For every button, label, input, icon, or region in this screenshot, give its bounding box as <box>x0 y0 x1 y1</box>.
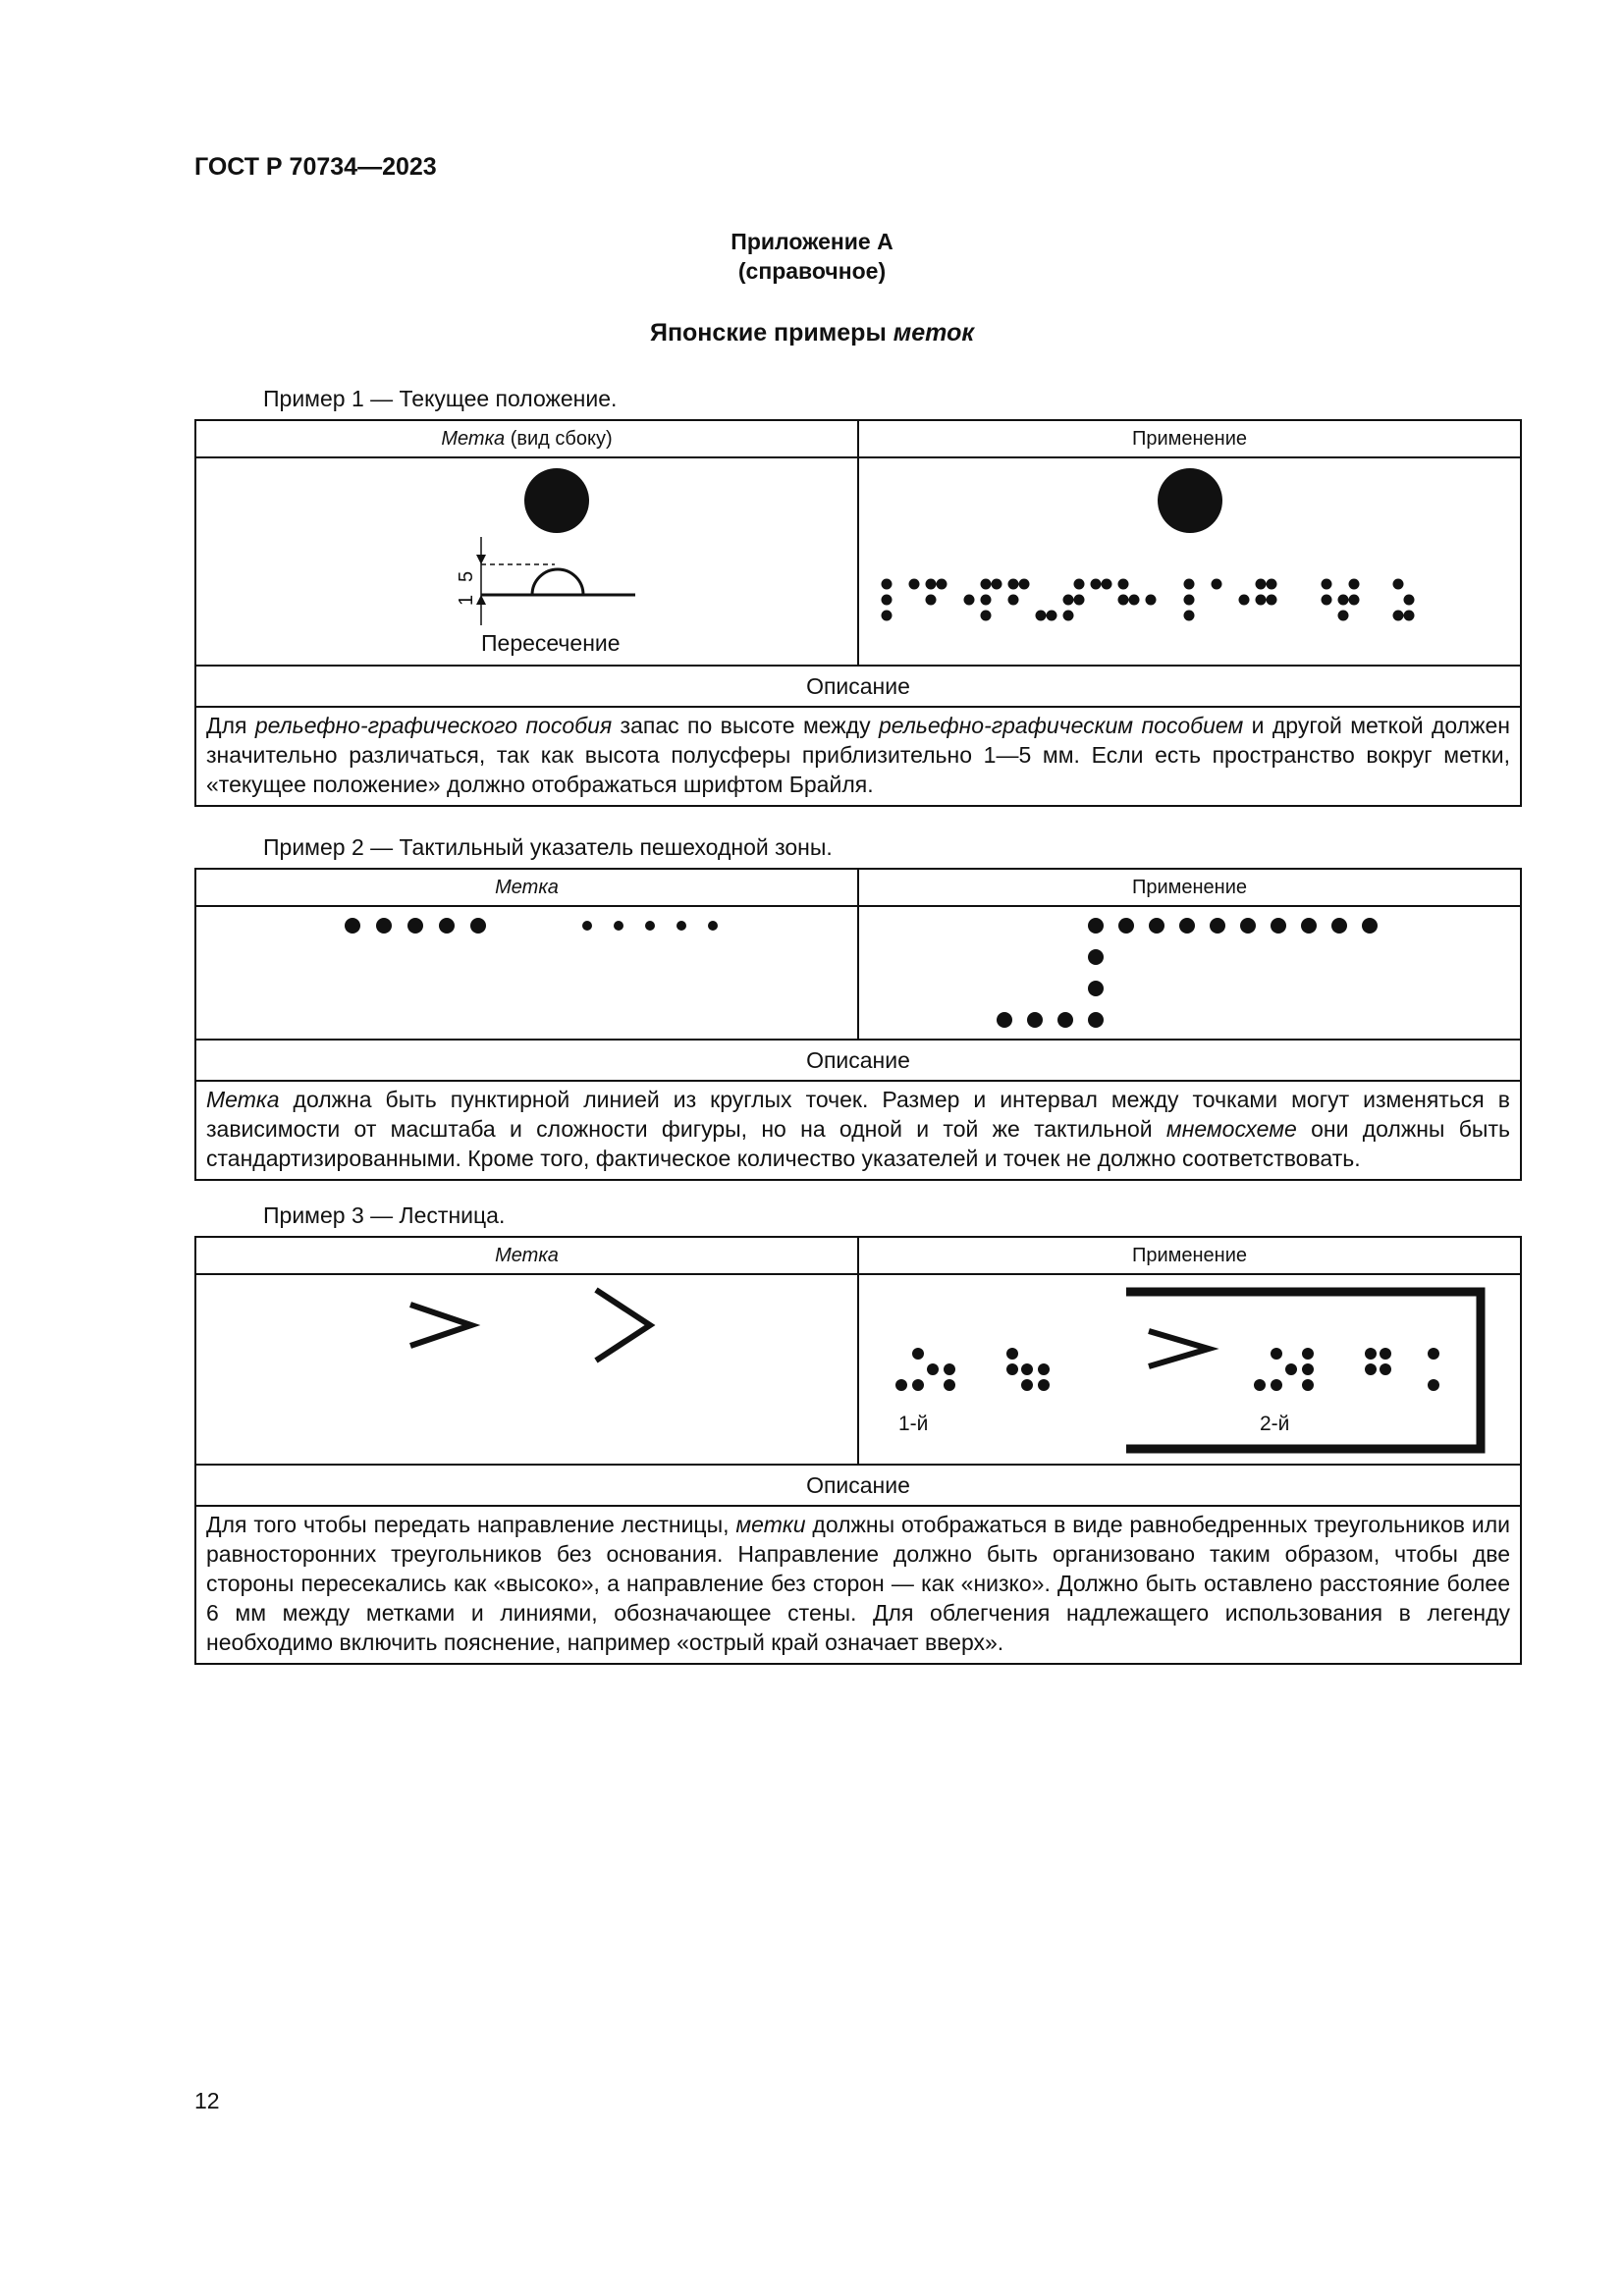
example-3-desc-header: Описание <box>195 1465 1521 1506</box>
page-number: 12 <box>194 2088 220 2113</box>
stair-chevron-tall <box>596 1290 650 1361</box>
braille-dot <box>981 579 992 590</box>
braille-dot <box>981 611 992 621</box>
braille-dot <box>1365 1348 1377 1360</box>
braille-dot <box>1302 1379 1314 1391</box>
braille-dot <box>1256 595 1267 606</box>
braille-dot <box>992 579 1002 590</box>
braille-dot <box>981 595 992 606</box>
braille-dot <box>1338 595 1349 606</box>
braille-group-first <box>895 1348 1050 1391</box>
braille-dot <box>1404 595 1415 606</box>
braille-dot <box>927 1363 939 1375</box>
braille-dot <box>1267 579 1277 590</box>
braille-dot <box>1380 1348 1391 1360</box>
braille-dot <box>1349 579 1360 590</box>
example-1-mark-illustration <box>195 457 858 666</box>
example-1-description: Для рельефно-графического пособия запас по высоте между рельефно-графическим пособием и другой меткой должен значительно различаться, так как высота полусферы приблизительно 1—5 мм. Если есть пространство вокруг метки, «текущее положение» должно отображаться шрифтом Брайля. <box>195 707 1521 806</box>
braille-dot <box>1267 595 1277 606</box>
braille-dot <box>1146 595 1157 606</box>
label-crossing: Пересечение <box>481 630 621 656</box>
braille-dot <box>1019 579 1030 590</box>
braille-dot <box>1038 1379 1050 1391</box>
braille-dot <box>1118 595 1129 606</box>
braille-dot <box>1322 595 1332 606</box>
braille-dot <box>1118 579 1129 590</box>
braille-dot <box>1184 579 1195 590</box>
example-2-table <box>194 868 1522 1181</box>
braille-dot <box>1212 579 1222 590</box>
braille-dot <box>1271 1379 1282 1391</box>
example-2-col-mark: Метка <box>195 869 858 906</box>
braille-dot <box>1006 1363 1018 1375</box>
braille-dot <box>912 1348 924 1360</box>
example-3-mark-illustration <box>195 1274 858 1465</box>
braille-dot <box>1393 579 1404 590</box>
braille-dot <box>1271 1348 1282 1360</box>
braille-dot <box>1063 611 1074 621</box>
braille-dot <box>1074 579 1085 590</box>
small-dot-line <box>582 921 718 931</box>
stair-chevron-wide <box>410 1305 471 1346</box>
braille-dot <box>882 595 893 606</box>
braille-dot <box>1365 1363 1377 1375</box>
braille-dot <box>944 1379 955 1391</box>
example-2-col-usage: Применение <box>858 869 1521 906</box>
braille-dot <box>1102 579 1112 590</box>
braille-dot <box>1006 1348 1018 1360</box>
example-3-description: Для того чтобы передать направление лестницы, метки должны отображаться в виде равнобедренных треугольников или равносторонних треугольников без основания. Направление должно быть организовано таким образом, чтобы две стороны пересекались как «высоко», а направление без сторон — как «низко». Должно быть оставлено расстояние более 6 мм между метками и линиями, обозначающее стены. Для облегчения надлежащего использования в легенду необходимо включить пояснение, например «острый край означает вверх». <box>195 1506 1521 1664</box>
stair-chevron <box>1149 1331 1209 1366</box>
braille-dot <box>1184 595 1195 606</box>
braille-dot <box>926 579 937 590</box>
braille-dot <box>1184 611 1195 621</box>
braille-dot <box>1008 595 1019 606</box>
example-1-desc-header: Описание <box>195 666 1521 707</box>
braille-dot <box>1428 1379 1439 1391</box>
braille-dot <box>912 1379 924 1391</box>
braille-dot <box>1074 595 1085 606</box>
braille-dot <box>1404 611 1415 621</box>
braille-group-second <box>1254 1348 1439 1391</box>
example-1-col-usage: Применение <box>858 420 1521 457</box>
braille-dot <box>926 595 937 606</box>
braille-dot <box>944 1363 955 1375</box>
example-2-desc-header: Описание <box>195 1040 1521 1081</box>
braille-dot <box>937 579 947 590</box>
example-1-usage-illustration <box>858 457 1521 666</box>
braille-dot <box>1021 1379 1033 1391</box>
braille-dot <box>1008 579 1019 590</box>
example-2-description: Метка должна быть пунктирной линией из круглых точек. Размер и интервал между точками могут изменяться в зависимости от масштаба и сложности фигуры, но на одной и той же тактильной мнемосхеме они должны быть стандартизированными. Кроме того, фактическое количество указателей и точек не должно соответствовать. <box>195 1081 1521 1180</box>
example-2-usage-illustration <box>858 906 1521 1040</box>
braille-dot <box>1256 579 1267 590</box>
braille-text-current-position <box>859 458 1520 665</box>
braille-dot <box>1091 579 1102 590</box>
example-1-caption: Пример 1 — Текущее положение. <box>263 386 618 411</box>
braille-dot <box>1063 595 1074 606</box>
braille-row <box>882 579 1415 621</box>
example-3-caption: Пример 3 — Лестница. <box>263 1202 506 1228</box>
braille-dot <box>1021 1363 1033 1375</box>
braille-dot <box>909 579 920 590</box>
appendix-kind: (справочное) <box>737 258 887 284</box>
example-3-table <box>194 1236 1522 1665</box>
example-3-col-usage: Применение <box>858 1237 1521 1274</box>
braille-dot <box>1285 1363 1297 1375</box>
braille-dot <box>882 579 893 590</box>
document-code: ГОСТ Р 70734—2023 <box>194 153 437 181</box>
braille-dot <box>1349 595 1360 606</box>
braille-dot <box>1393 611 1404 621</box>
braille-dot <box>1129 595 1140 606</box>
label-one: 1 <box>456 594 477 606</box>
large-dot-line <box>345 918 486 934</box>
example-3-usage-illustration <box>858 1274 1521 1465</box>
braille-dot <box>964 595 975 606</box>
stairs-usage <box>859 1275 1520 1464</box>
example-2-mark-illustration <box>195 906 858 1040</box>
label-first: 1-й <box>898 1413 929 1435</box>
braille-dot <box>1302 1348 1314 1360</box>
braille-dot <box>1239 595 1250 606</box>
appendix-title: Приложение А <box>731 229 893 254</box>
braille-dot <box>1322 579 1332 590</box>
pedestrian-path-dots <box>859 907 1520 1039</box>
example-1-table <box>194 419 1522 807</box>
braille-dot <box>895 1379 907 1391</box>
braille-dot <box>1047 611 1057 621</box>
example-2-caption: Пример 2 — Тактильный указатель пешеходной зоны. <box>263 834 833 860</box>
section-title: Японские примеры меток <box>649 319 975 347</box>
example-3-col-mark: Метка <box>195 1237 858 1274</box>
braille-dot <box>882 611 893 621</box>
braille-dot <box>1428 1348 1439 1360</box>
braille-dot <box>1380 1363 1391 1375</box>
braille-dot <box>1254 1379 1266 1391</box>
label-second: 2-й <box>1260 1413 1290 1435</box>
example-1-col-mark: Метка (вид сбоку) <box>195 420 858 457</box>
braille-dot <box>1302 1363 1314 1375</box>
label-five: 5 <box>456 570 477 582</box>
braille-dot <box>1338 611 1349 621</box>
braille-dot <box>1036 611 1047 621</box>
braille-dot <box>1038 1363 1050 1375</box>
